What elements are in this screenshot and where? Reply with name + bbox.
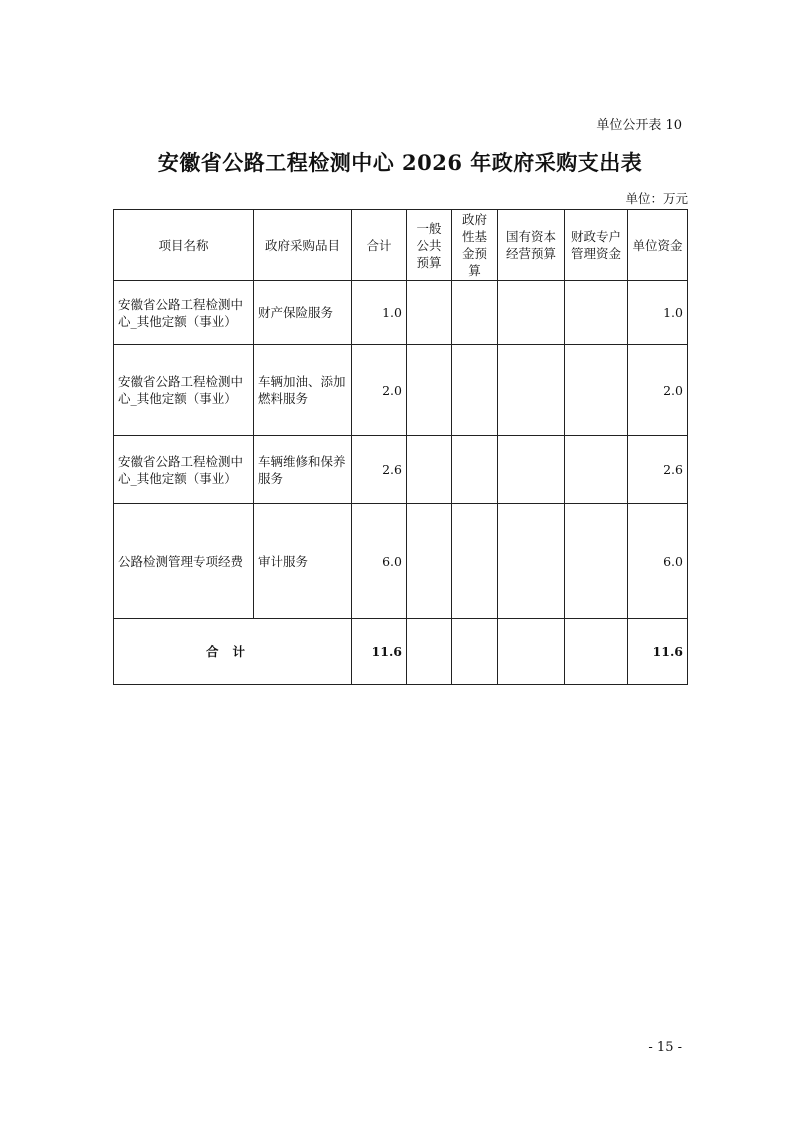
procurement-item-cell: 车辆加油、添加燃料服务 <box>254 345 352 436</box>
gov-fund-cell <box>452 345 498 436</box>
total-cell: 2.0 <box>352 345 407 436</box>
special-account-cell <box>565 281 628 345</box>
own-funds-cell: 2.0 <box>628 345 688 436</box>
grand-total-cell: 11.6 <box>352 619 407 685</box>
own-funds-cell: 6.0 <box>628 504 688 619</box>
own-funds-cell: 1.0 <box>628 281 688 345</box>
gov-fund-cell <box>452 436 498 504</box>
col-header-own-funds: 单位资金 <box>628 210 688 281</box>
gov-fund-cell <box>452 504 498 619</box>
col-header-special-account: 财政专户管理资金 <box>565 210 628 281</box>
total-cell: 2.6 <box>352 436 407 504</box>
special-account-cell <box>565 345 628 436</box>
own-funds-cell: 2.6 <box>628 436 688 504</box>
state-capital-cell <box>498 345 565 436</box>
total-row <box>114 619 688 685</box>
general-budget-cell <box>407 504 452 619</box>
state-capital-cell <box>498 619 565 685</box>
special-account-cell <box>565 436 628 504</box>
table-header-row <box>114 210 688 281</box>
total-row-label: 合计 <box>114 619 352 685</box>
col-header-state-capital-budget: 国有资本经营预算 <box>498 210 565 281</box>
table-row <box>114 504 688 619</box>
general-budget-cell <box>407 436 452 504</box>
project-name-cell: 公路检测管理专项经费 <box>114 504 254 619</box>
project-name-cell: 安徽省公路工程检测中心_其他定额（事业） <box>114 436 254 504</box>
col-header-general-budget: 一般公共预算 <box>407 210 452 281</box>
state-capital-cell <box>498 504 565 619</box>
total-cell: 6.0 <box>352 504 407 619</box>
project-name-cell: 安徽省公路工程检测中心_其他定额（事业） <box>114 281 254 345</box>
col-header-project-name: 项目名称 <box>114 210 254 281</box>
table-row <box>114 345 688 436</box>
col-header-gov-fund-budget: 政府性基金预算 <box>452 210 498 281</box>
page-number: - 15 - <box>648 1040 682 1055</box>
table-row <box>114 281 688 345</box>
col-header-total: 合计 <box>352 210 407 281</box>
gov-fund-cell <box>452 619 498 685</box>
table-number: 单位公开表 10 <box>596 118 682 133</box>
state-capital-cell <box>498 436 565 504</box>
unit-label: 单位：万元 <box>625 191 688 206</box>
special-account-cell <box>565 504 628 619</box>
general-budget-cell <box>407 345 452 436</box>
state-capital-cell <box>498 281 565 345</box>
page-title: 安徽省公路工程检测中心 2026 年政府采购支出表 <box>157 150 643 175</box>
gov-fund-cell <box>452 281 498 345</box>
procurement-item-cell: 审计服务 <box>254 504 352 619</box>
procurement-item-cell: 财产保险服务 <box>254 281 352 345</box>
general-budget-cell <box>407 619 452 685</box>
general-budget-cell <box>407 281 452 345</box>
col-header-procurement-item: 政府采购品目 <box>254 210 352 281</box>
table-row <box>114 436 688 504</box>
project-name-cell: 安徽省公路工程检测中心_其他定额（事业） <box>114 345 254 436</box>
special-account-cell <box>565 619 628 685</box>
total-cell: 1.0 <box>352 281 407 345</box>
procurement-table <box>113 209 688 685</box>
procurement-item-cell: 车辆维修和保养服务 <box>254 436 352 504</box>
own-funds-total-cell: 11.6 <box>628 619 688 685</box>
